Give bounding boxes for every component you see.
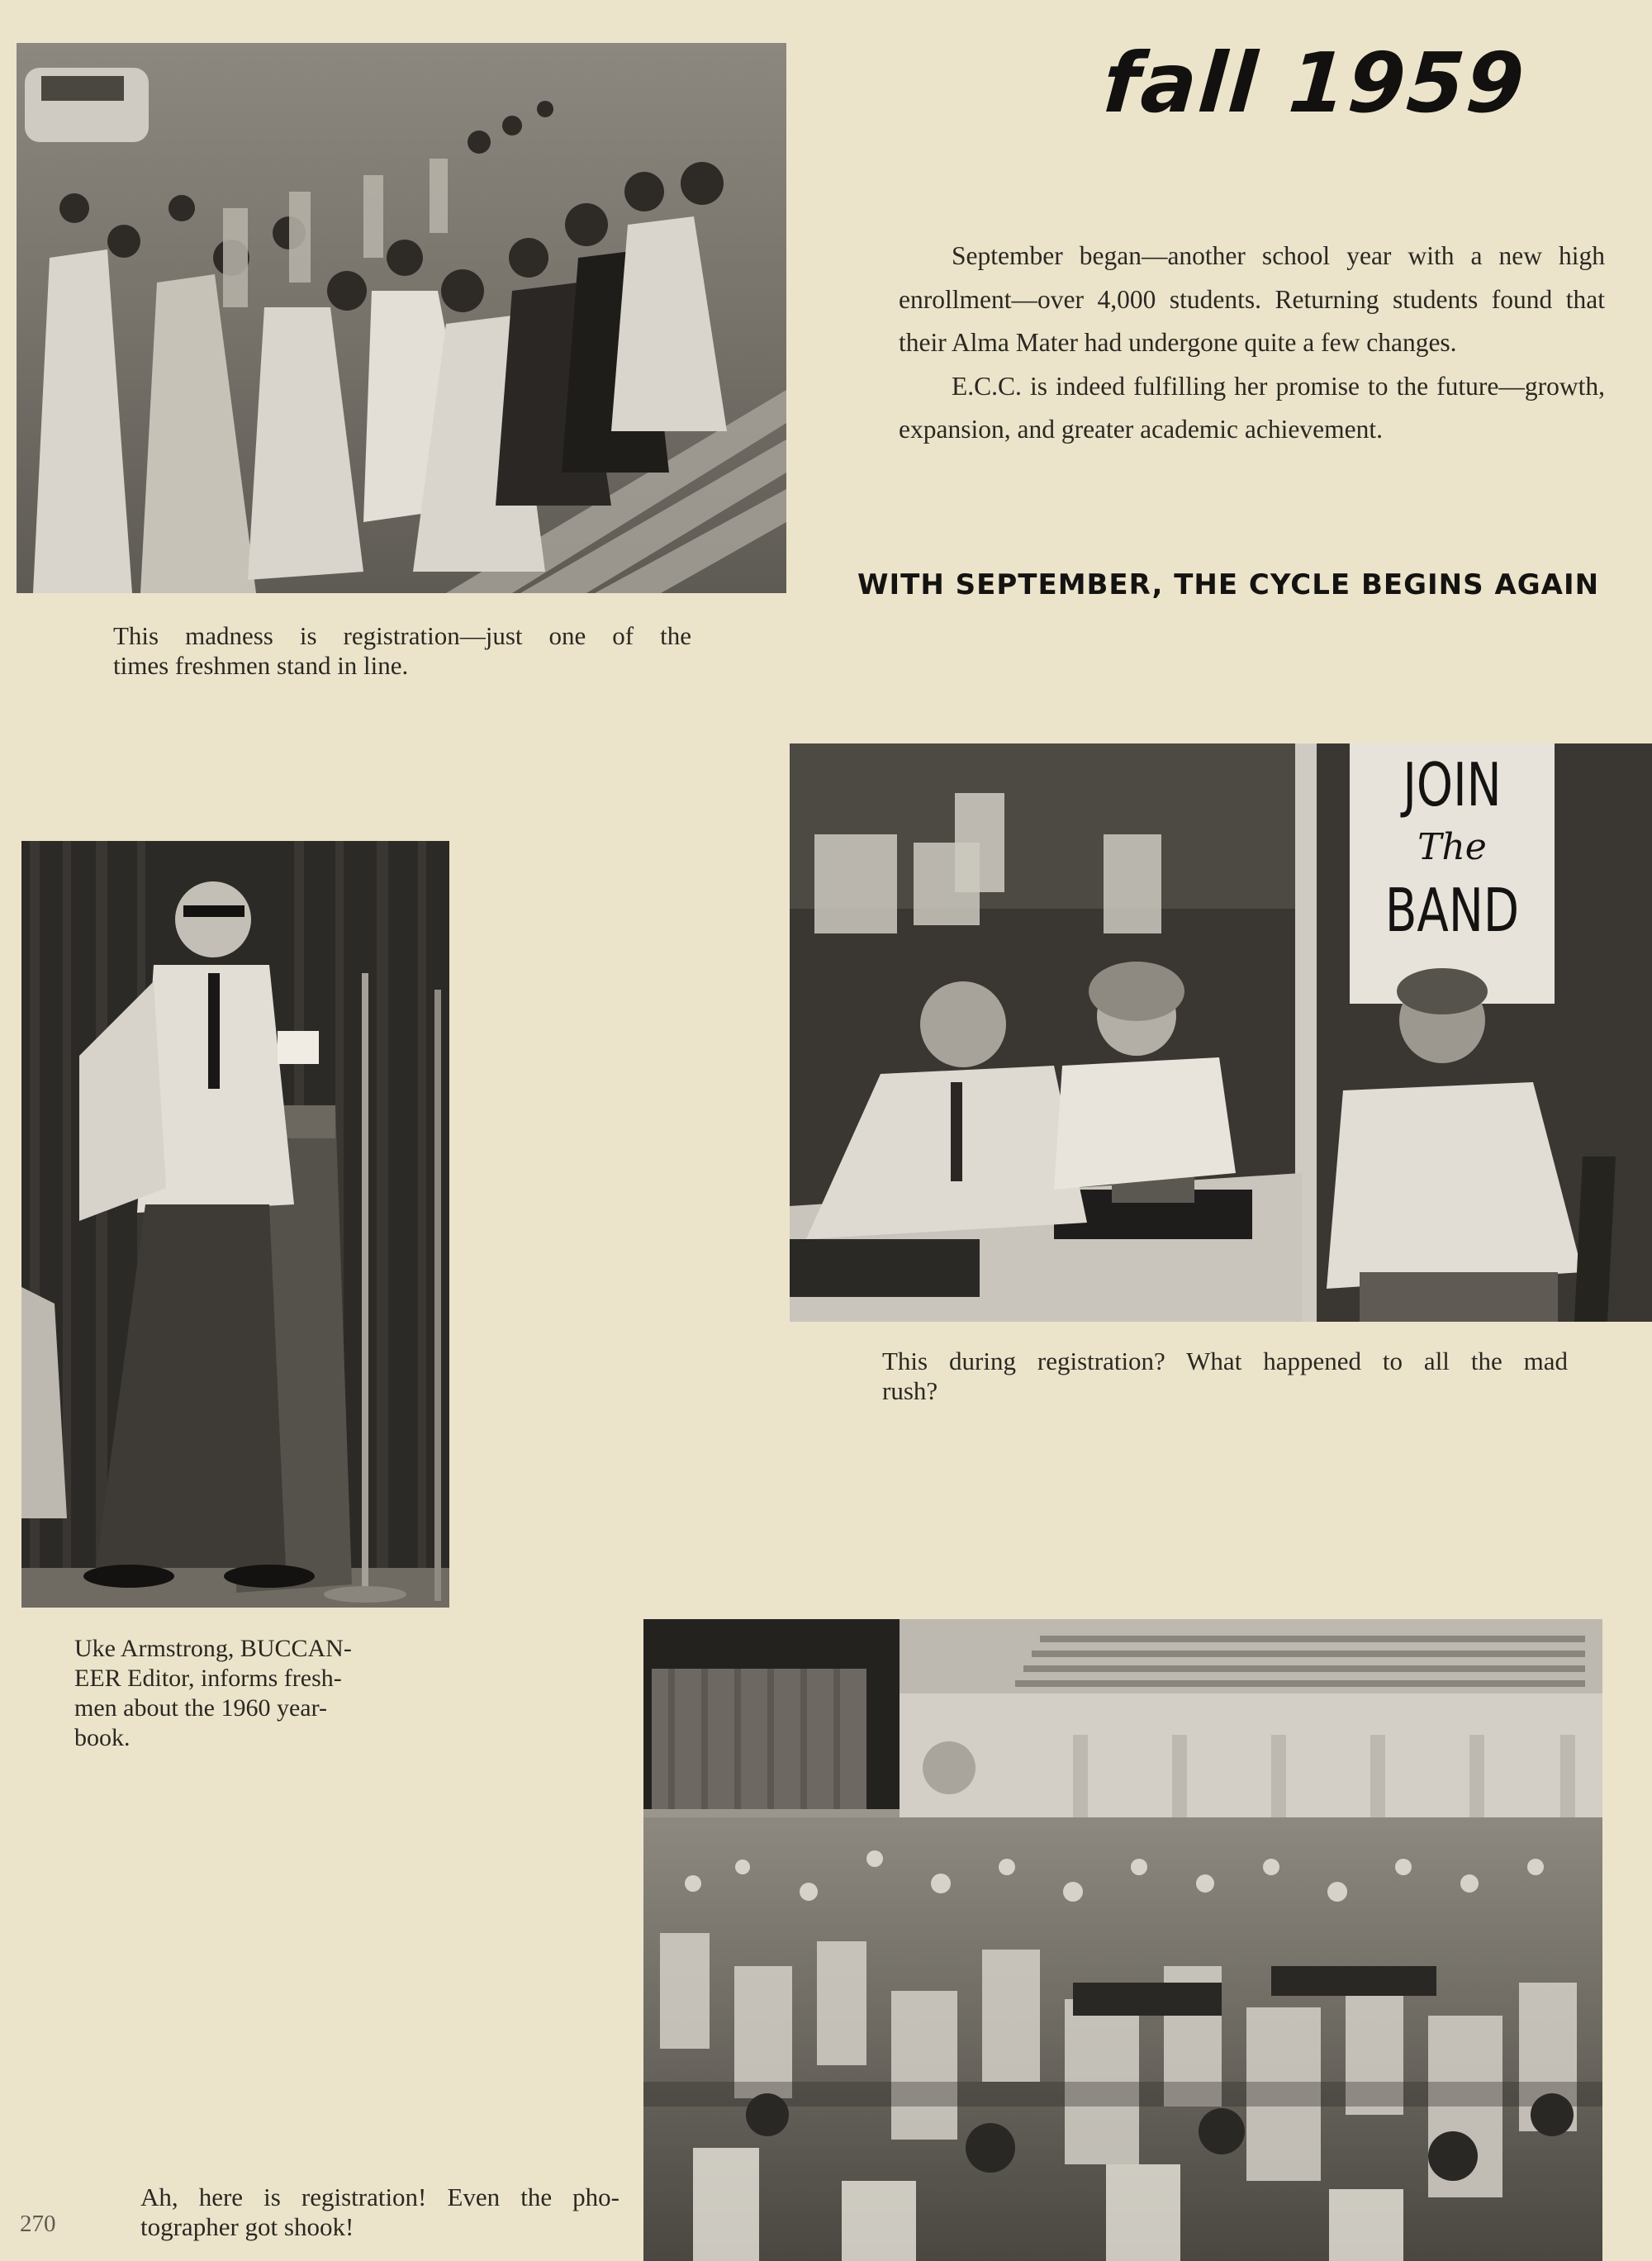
caption-line: Ah, here is registration! Even the pho- [140,2183,620,2211]
page-title: fall 1959 [1099,35,1529,131]
sign-line: BAND [1384,876,1520,945]
caption-registration-line [113,621,691,651]
intro-text [899,235,1605,452]
caption-gymnasium [140,2183,620,2242]
caption-line: men about the 1960 year- [74,1694,327,1722]
caption-line: times freshmen stand in line. [113,651,409,680]
sign-line: The [1417,826,1487,868]
photo-armstrong-podium [21,841,449,1608]
join-the-band-sign [1350,743,1555,1004]
photo-band-table [790,743,1652,1322]
caption-armstrong [74,1634,405,1753]
section-headline: WITH SEPTEMBER, THE CYCLE BEGINS AGAIN [857,568,1600,601]
page-number: 270 [20,2211,56,2237]
sign-line: JOIN [1403,750,1502,819]
caption-registration-line-2 [113,651,691,681]
caption-line: tographer got shook! [140,2212,354,2241]
caption-line: EER Editor, informs fresh- [74,1665,342,1692]
photo-gymnasium-registration [643,1619,1602,2261]
caption-line: book. [74,1724,131,1751]
intro-paragraph: September began—another school year with a new high enrollment—over 4,000 students. Returning students found that their Alma Mater had undergone quite a few changes. [899,241,1605,357]
caption-line: Uke Armstrong, BUCCAN- [74,1635,352,1662]
intro-paragraph: E.C.C. is indeed fulfilling her promise to the future—growth, expansion, and greater academic achievement. [899,371,1605,444]
caption-line: This during registration? What happened to all the mad [882,1347,1568,1375]
caption-band-table [882,1347,1568,1406]
caption-line: This madness is registration—just one of the [113,621,691,650]
caption-line: rush? [882,1376,938,1405]
photo-registration-line [17,43,786,593]
